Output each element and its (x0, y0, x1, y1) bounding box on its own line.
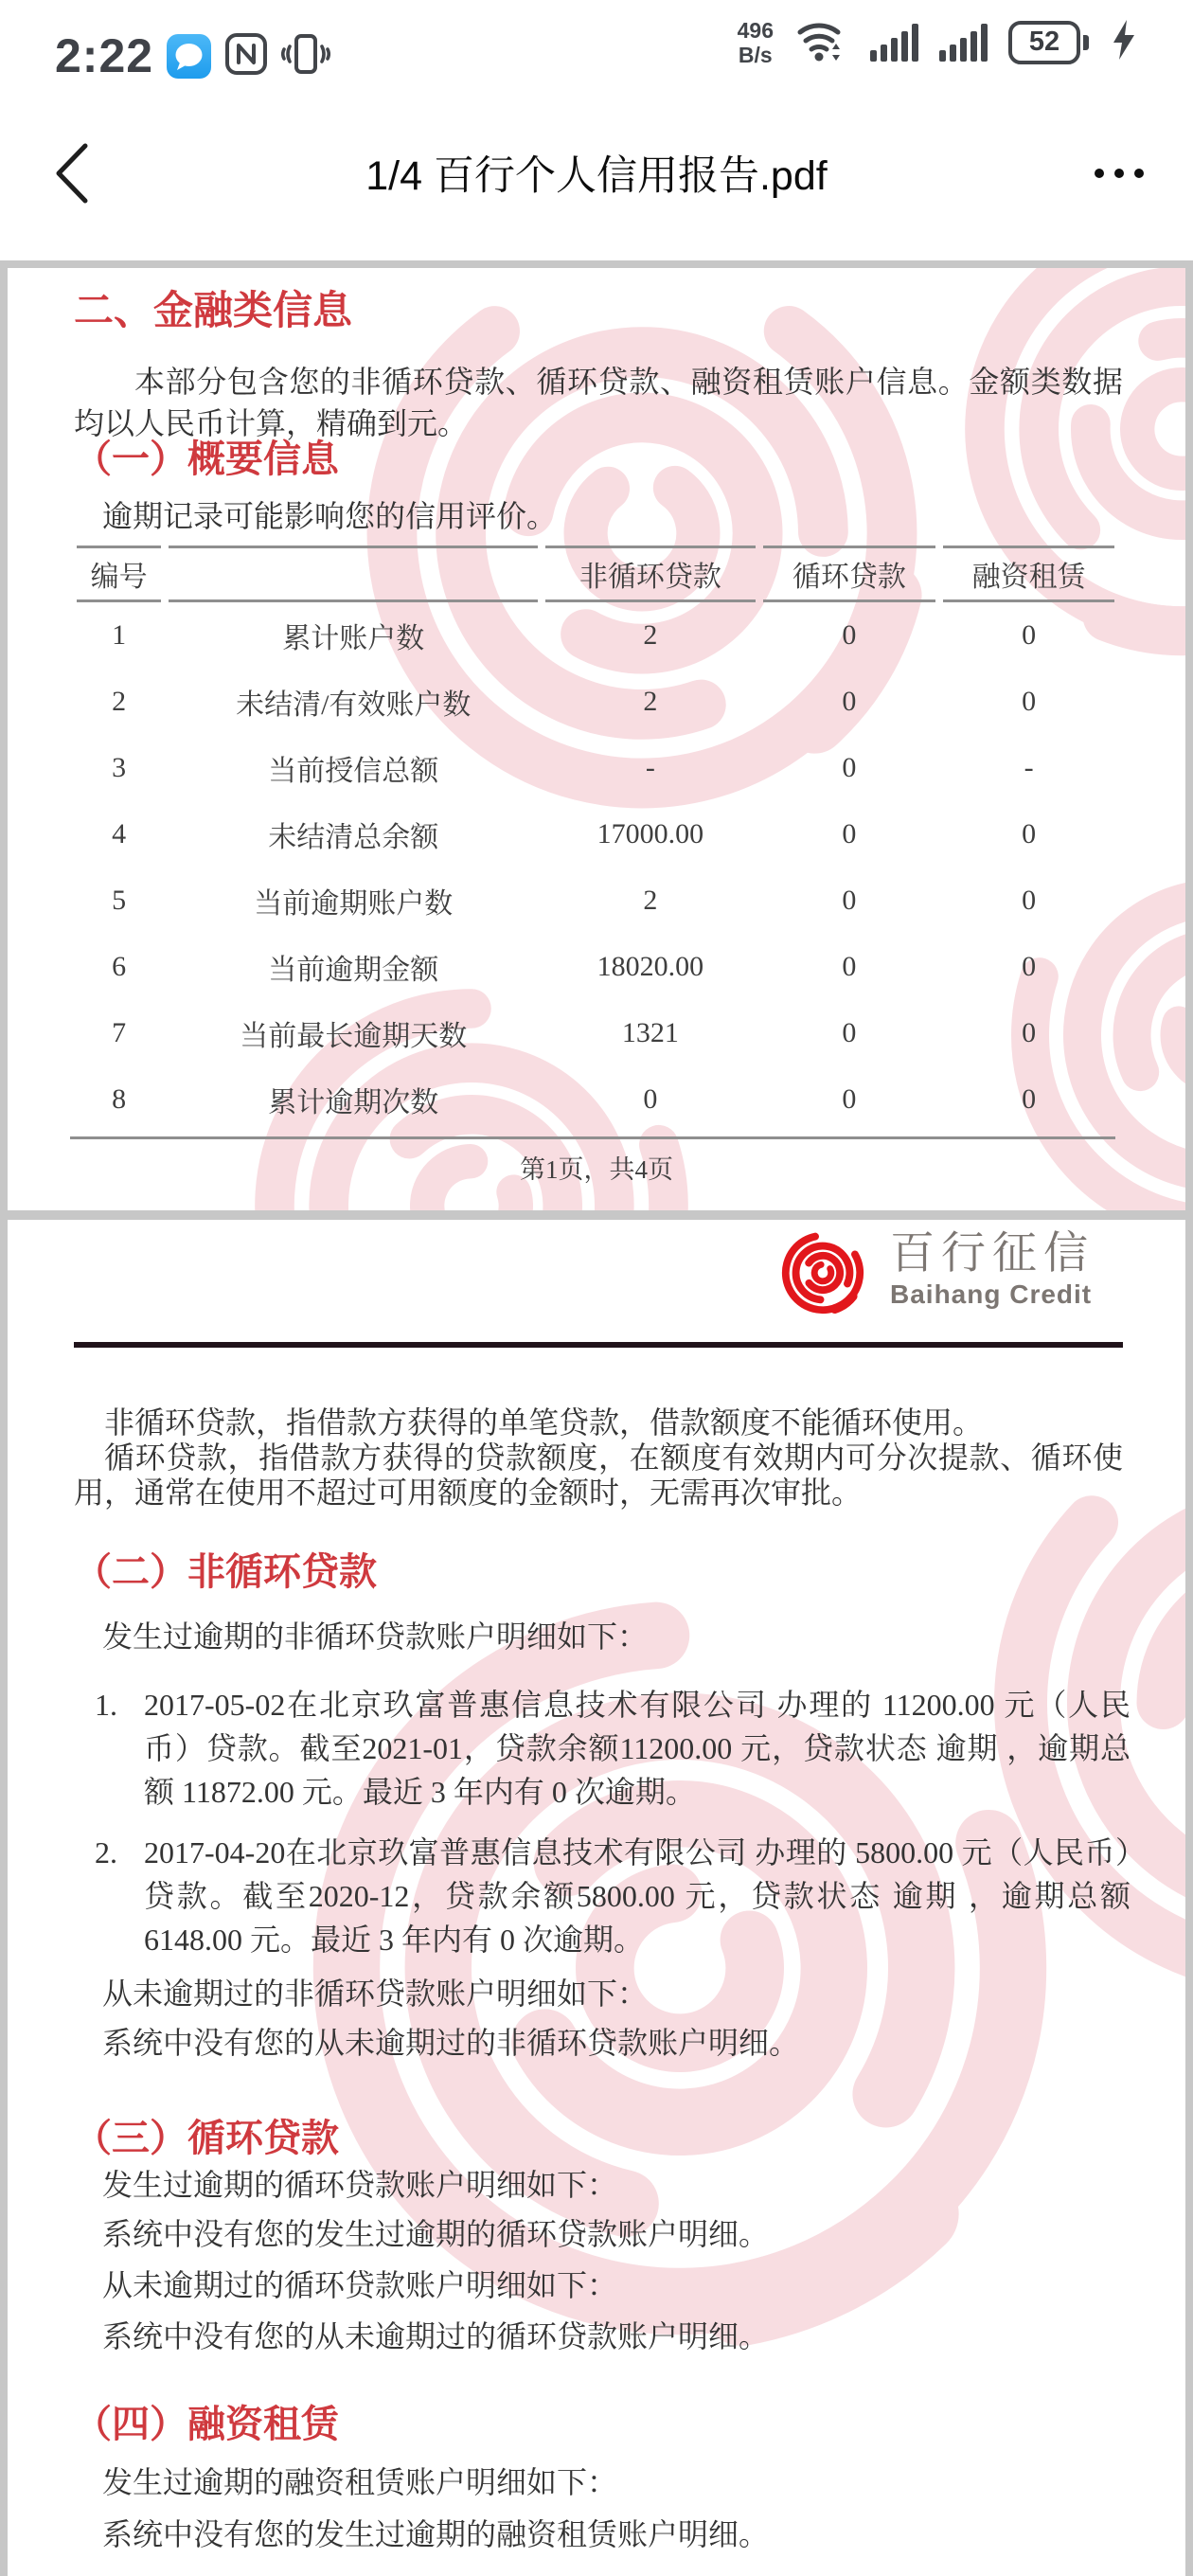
table-bottom-border (70, 1136, 1115, 1139)
section-intro-text: 本部分包含您的非循环贷款、循环贷款、融资租赁账户信息。金额类数据均以人民币计算，精确到元。 (74, 365, 1123, 440)
pdf-viewer[interactable] (0, 260, 1193, 2576)
loan-item-text: 2017-04-20在北京玖富普惠信息技术有限公司 办理的 5800.00 元（人民币）贷款。截至2020-12，贷款余额5800.00 元，贷款状态 逾期 ，逾期总额 6148.00 元。最近 3 年内有 0 次逾期。 (144, 1835, 1131, 1957)
overdue-intro-nonrevolving: 发生过逾期的非循环贷款账户明细如下： (102, 1619, 649, 1654)
pdf-page-1 (8, 268, 1185, 1210)
table-row: 4 未结清总余额 17000.00 0 0 (112, 818, 1037, 853)
brand-name-en: Baihang Credit (890, 1279, 1093, 1309)
loan-item-text: 2017-05-02在北京玖富普惠信息技术有限公司 办理的 11200.00 元（人民币）贷款。截至2021-01，贷款余额11200.00 元，贷款状态 逾期 ，逾期总额 11872.00 元。最近 3 年内有 0 次逾期。 (144, 1688, 1131, 1809)
never-overdue-empty-nonrevolving: 系统中没有您的从未逾期过的非循环贷款账户明细。 (102, 2026, 800, 2060)
back-button[interactable] (49, 140, 95, 206)
baihang-spiral-logo-icon (776, 1226, 869, 1319)
summary-table (69, 546, 1122, 1133)
table-row: 5 当前逾期账户数 2 0 0 (112, 885, 1037, 920)
overdue-empty-revolving: 系统中没有您的发生过逾期的循环贷款账户明细。 (102, 2217, 770, 2251)
wifi-icon (794, 17, 849, 67)
section-heading-financial-info: 二、金融类信息 (74, 290, 353, 333)
charging-bolt-icon (1110, 18, 1138, 66)
subsection-heading-nonrevolving: （二）非循环贷款 (74, 1550, 377, 1593)
subsection-heading-summary: （一）概要信息 (74, 438, 339, 480)
status-bar (0, 0, 1193, 85)
battery-indicator (1008, 21, 1089, 64)
table-header-row (77, 546, 1114, 602)
overdue-empty-leasing: 系统中没有您的发生过逾期的融资租赁账户明细。 (102, 2517, 770, 2551)
list-item-marker: 2. (95, 1835, 117, 1869)
overdue-intro-revolving: 发生过逾期的循环贷款账户明细如下： (102, 2168, 618, 2202)
definition-nonrevolving: 非循环贷款，指借款方获得的单笔贷款，借款额度不能循环使用。 (104, 1405, 984, 1440)
signal-bars-sim1-icon (870, 24, 918, 62)
never-overdue-intro-nonrevolving: 从未逾期过的非循环贷款账户明细如下： (102, 1977, 649, 2011)
network-speed-indicator: 496 B/s (737, 17, 774, 67)
loan-list-item (95, 1683, 1131, 1814)
table-row: 7 当前最长逾期天数 1321 0 0 (112, 1017, 1037, 1052)
col-header-leasing: 融资租赁 (943, 546, 1114, 602)
page-number-footer: 第1页，共4页 (520, 1155, 673, 1184)
brand-name-cn: 百行征信 (890, 1227, 1095, 1278)
loan-definitions (74, 1405, 1123, 1511)
table-row: 1 累计账户数 2 0 0 (112, 619, 1037, 654)
more-options-button[interactable] (1095, 157, 1144, 189)
nfc-icon (224, 32, 268, 80)
table-row: 6 当前逾期金额 18020.00 0 0 (112, 951, 1037, 986)
pdf-page-2 (8, 1220, 1185, 2576)
overdue-note-text: 逾期记录可能影响您的信用评价。 (102, 499, 558, 533)
baihang-credit-logo (776, 1226, 1095, 1319)
subsection-heading-leasing: （四）融资租赁 (74, 2403, 339, 2445)
loan-list-item (95, 1831, 1131, 1961)
signal-bars-sim2-icon (939, 24, 988, 62)
never-overdue-empty-revolving: 系统中没有您的从未逾期过的循环贷款账户明细。 (102, 2319, 770, 2353)
table-row: 3 当前授信总额 - 0 - (112, 752, 1034, 787)
messages-app-icon (167, 34, 211, 79)
col-header-label (169, 546, 538, 602)
table-row: 2 未结清/有效账户数 2 0 0 (112, 686, 1037, 721)
col-header-revolving: 循环贷款 (763, 546, 936, 602)
list-item-marker: 1. (95, 1688, 117, 1722)
status-time: 2:22 (55, 29, 154, 82)
definition-revolving: 循环贷款，指借款方获得的贷款额度，在额度有效期内可分次提款、循环使用，通常在使用不超过可用额度的金额时，无需再次审批。 (74, 1440, 1123, 1510)
col-header-nonrevolving: 非循环贷款 (545, 546, 755, 602)
nav-bar (0, 85, 1193, 260)
header-divider-rule (74, 1342, 1123, 1348)
col-header-no: 编号 (77, 546, 161, 602)
table-row: 8 累计逾期次数 0 0 0 (112, 1083, 1037, 1118)
overdue-intro-leasing: 发生过逾期的融资租赁账户明细如下： (102, 2465, 618, 2499)
subsection-heading-revolving: （三）循环贷款 (74, 2117, 339, 2159)
vibrate-mode-icon (281, 32, 330, 80)
never-overdue-intro-revolving: 从未逾期过的循环贷款账户明细如下： (102, 2268, 618, 2302)
document-title: 1/4 百行个人信用报告.pdf (365, 153, 828, 199)
battery-percent: 52 (1028, 27, 1060, 57)
